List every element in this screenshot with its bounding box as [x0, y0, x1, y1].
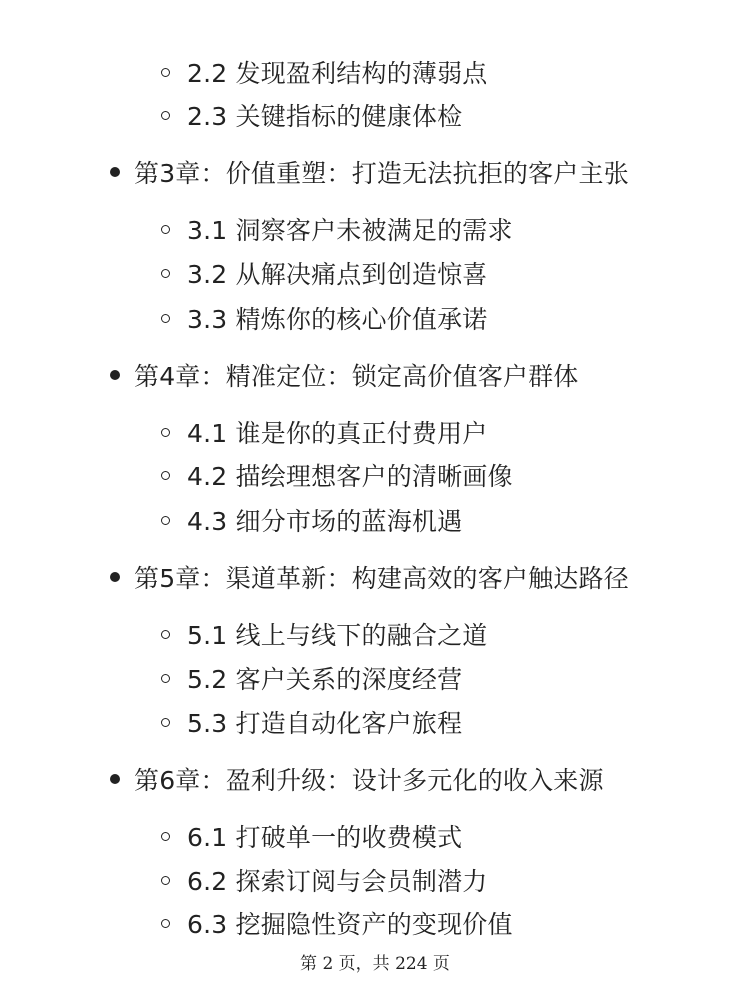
circle-bullet-icon [161, 111, 170, 120]
circle-bullet-icon [161, 471, 170, 480]
toc-entry-label: 第6章：盈利升级：设计多元化的收入来源 [134, 766, 604, 795]
circle-bullet-icon [161, 225, 170, 234]
toc-entry-label: 4.3 细分市场的蓝海机遇 [187, 507, 463, 536]
circle-bullet-icon [161, 630, 170, 639]
disc-bullet-icon [110, 167, 120, 177]
toc-entry-label: 5.3 打造自动化客户旅程 [187, 709, 463, 738]
toc-entry-label: 2.2 发现盈利结构的薄弱点 [187, 59, 488, 88]
circle-bullet-icon [161, 832, 170, 841]
toc-entry-label: 6.2 探索订阅与会员制潜力 [187, 867, 488, 896]
toc-entry-label: 6.1 打破单一的收费模式 [187, 823, 463, 852]
circle-bullet-icon [161, 269, 170, 278]
page-footer [0, 949, 750, 974]
circle-bullet-icon [161, 876, 170, 885]
circle-bullet-icon [161, 428, 170, 437]
disc-bullet-icon [110, 774, 120, 784]
disc-bullet-icon [110, 370, 120, 380]
circle-bullet-icon [161, 718, 170, 727]
toc-entry-label: 第3章：价值重塑：打造无法抗拒的客户主张 [134, 159, 629, 188]
toc-entry-label: 4.1 谁是你的真正付费用户 [187, 419, 488, 448]
toc-entry-label: 3.3 精炼你的核心价值承诺 [187, 305, 488, 334]
circle-bullet-icon [161, 68, 170, 77]
toc-entry-label: 5.2 客户关系的深度经营 [187, 665, 463, 694]
toc-entry-label: 3.2 从解决痛点到创造惊喜 [187, 260, 488, 289]
toc-entry-label: 3.1 洞察客户未被满足的需求 [187, 216, 513, 245]
page-number-label: 第 2 页，共 224 页 [300, 954, 450, 974]
toc-entry-label: 第5章：渠道革新：构建高效的客户触达路径 [134, 564, 629, 593]
toc-entry-label: 第4章：精准定位：锁定高价值客户群体 [134, 362, 579, 391]
toc-entry-label: 4.2 描绘理想客户的清晰画像 [187, 462, 513, 491]
circle-bullet-icon [161, 314, 170, 323]
circle-bullet-icon [161, 919, 170, 928]
circle-bullet-icon [161, 516, 170, 525]
toc-entry-label: 5.1 线上与线下的融合之道 [187, 621, 488, 650]
toc-entry-label: 6.3 挖掘隐性资产的变现价值 [187, 910, 513, 939]
circle-bullet-icon [161, 674, 170, 683]
disc-bullet-icon [110, 572, 120, 582]
toc-entry-label: 2.3 关键指标的健康体检 [187, 102, 463, 131]
